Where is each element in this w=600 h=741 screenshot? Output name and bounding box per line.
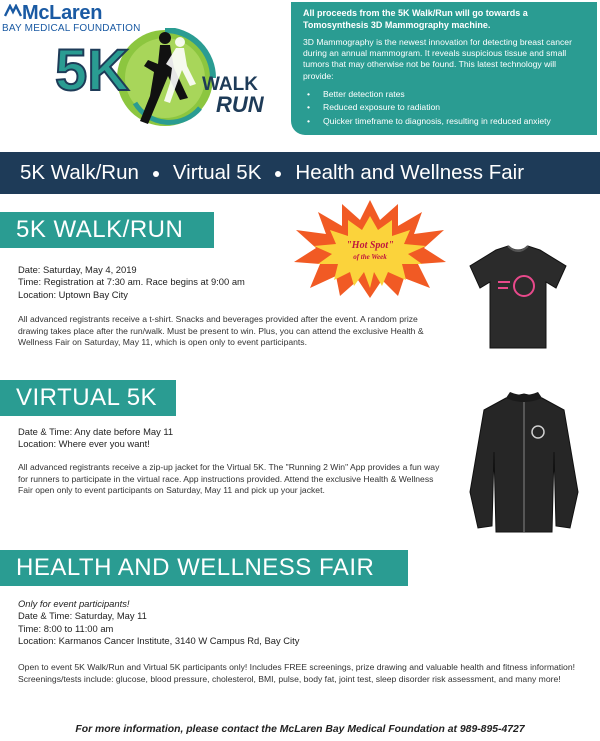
banner-item: Virtual 5K	[172, 161, 262, 184]
logo-5k-text: 5K	[55, 38, 130, 103]
walk-run-details	[18, 264, 245, 301]
tshirt-image	[458, 244, 578, 354]
banner-item: Health and Wellness Fair	[295, 161, 525, 184]
hot-spot-starburst	[290, 198, 450, 298]
fair-date: Date & Time: Saturday, May 11	[18, 610, 147, 622]
fair-eligibility: Only for event participants!	[18, 598, 130, 609]
virtual-description: All advanced registrants receive a zip-up jacket for the Virtual 5K. The "Running 2 Win" App provides a fun way for runners to participate in the virtual race. App instructions provided. Attend the exclusive Health & Wellness Fair open only to event participants on Saturday, May 11 and pick up your jacket.	[18, 462, 440, 496]
fair-description	[18, 662, 578, 685]
proceeds-lead: All proceeds from the 5K Walk/Run will go towards a Tomosynthesis 3D Mammography machine.	[303, 8, 528, 30]
list-item: • Better detection rates	[303, 89, 587, 100]
contact-footer: For more information, please contact the McLaren Bay Medical Foundation at 989-895-4727	[75, 724, 525, 735]
jacket-image	[466, 392, 584, 534]
mclaren-logo-icon	[4, 4, 22, 18]
banner-item: 5K Walk/Run	[20, 161, 139, 184]
mammography-description: 3D Mammography is the newest innovation for detecting breast cancer during an annual mammogram. It reveals suspicious tissue and small tumors that may otherwise not be found. This latest technology will provide:	[303, 36, 572, 81]
virtual-location: Location: Where ever you want!	[18, 438, 150, 450]
bullet-dot-icon	[153, 171, 159, 177]
virtual-date: Date & Time: Any date before May 11	[18, 426, 174, 437]
list-item: • Quicker timeframe to diagnosis, resulting in reduced anxiety	[303, 116, 587, 127]
hotspot-line2: of the Week	[353, 253, 387, 261]
fair-location: Location: Karmanos Cancer Institute, 3140 W Campus Rd, Bay City	[18, 635, 300, 647]
event-logo	[0, 0, 290, 140]
proceeds-info-box	[291, 2, 597, 135]
walk-run-heading: 5K WALK/RUN	[0, 212, 214, 248]
fair-heading: HEALTH AND WELLNESS FAIR	[0, 550, 408, 586]
events-banner	[0, 152, 600, 194]
logo-walk-text: WALK	[202, 74, 258, 95]
fair-time: Time: 8:00 to 11:00 am	[18, 622, 114, 634]
logo-run-text: RUN	[216, 92, 264, 117]
brand-name: McLaren	[22, 2, 103, 24]
virtual-5k-heading: VIRTUAL 5K	[0, 380, 176, 416]
fair-body-2: Screenings/tests include: glucose, blood pressure, cholesterol, BMI, pulse, body fat, joint test, sleep disorder risk assessment, and many more!	[18, 673, 561, 684]
walk-run-time: Time: Registration at 7:30 am. Race begins at 9:00 am	[18, 276, 245, 288]
walk-run-date: Date: Saturday, May 4, 2019	[18, 264, 137, 275]
fair-details	[18, 598, 299, 648]
bullet-dot-icon	[275, 171, 281, 177]
virtual-details	[18, 426, 173, 451]
walk-run-description: All advanced registrants receive a t-shirt. Snacks and beverages provided after the event. A random prize drawing takes place after the run/walk. Must be present to win. Plus, you can attend the exclusive Health & Wellness Fair on Saturday, May 11, which is open only to event participants.	[18, 314, 424, 348]
hotspot-line1: "Hot Spot"	[346, 240, 394, 251]
benefits-list	[303, 89, 587, 127]
walk-run-logo	[40, 28, 280, 138]
walk-run-location: Location: Uptown Bay City	[18, 288, 128, 300]
list-item: • Reduced exposure to radiation	[303, 102, 587, 113]
brand-subtitle: BAY MEDICAL FOUNDATION	[2, 23, 141, 34]
fair-body-1: Open to event 5K Walk/Run and Virtual 5K participants only! Includes FREE screenings, prize drawing and valuable health and fitness information!	[18, 662, 575, 672]
